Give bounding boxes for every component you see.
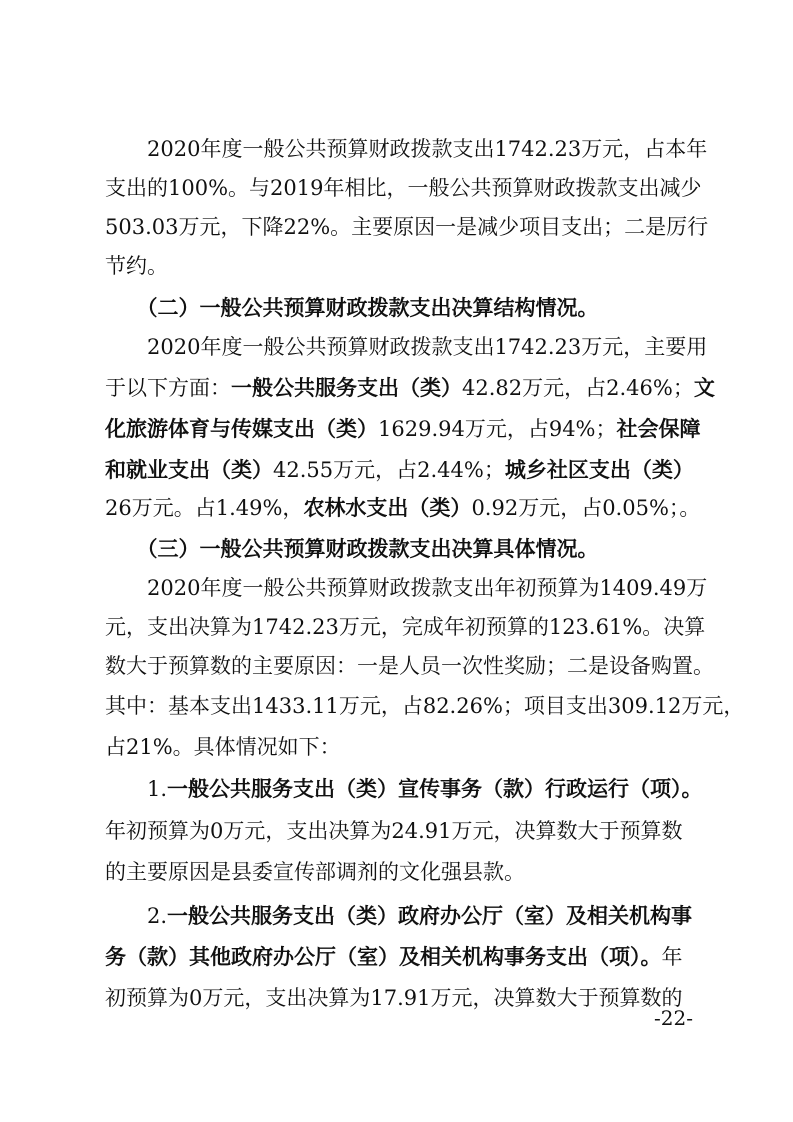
text-segment: 0.92万元，占0.05%；。 (471, 496, 701, 520)
bold-text-segment: 务（款）其他政府办公厅（室）及相关机构事务支出（项）。 (105, 945, 662, 969)
bold-text-segment: 文 (693, 376, 715, 400)
text-segment: 于以下方面： (105, 376, 231, 400)
text-segment: 2020年度一般公共预算财政拨款支出1742.23万元，主要用 (105, 335, 708, 359)
text-line (105, 128, 708, 170)
text-line (105, 245, 695, 287)
text-line (105, 768, 703, 810)
text-segment: 1629.94万元，占94%； (378, 417, 617, 441)
text-segment: 年 (661, 945, 683, 969)
text-line (105, 895, 695, 937)
text-segment: 26万元。占1.49%， (105, 496, 304, 520)
text-line (105, 487, 701, 529)
bold-text-segment: 化旅游体育与传媒支出（类） (105, 417, 378, 441)
text-line (105, 567, 708, 609)
text-segment: 2. (105, 904, 168, 928)
text-line (105, 851, 695, 893)
text-line (105, 685, 745, 727)
text-segment: 初预算为0万元，支出决算为17.91万元，决算数大于预算数的 (105, 986, 683, 1010)
bold-text-segment: 和就业支出（类） (105, 458, 273, 482)
page-number: -22- (654, 1006, 693, 1030)
bold-text-segment: 一般公共服务支出（类）政府办公厅（室）及相关机构事 (167, 904, 693, 928)
text-segment: 1. (105, 777, 168, 801)
text-segment: 数大于预算数的主要原因：一是人员一次性奖励；二是设备购置。 (105, 654, 714, 678)
text-segment: 占21%。具体情况如下： (105, 735, 341, 759)
bold-text-segment: 一般公共服务支出（类） (231, 376, 462, 400)
bold-text-segment: （三）一般公共预算财政拨款支出决算具体情况。 (105, 537, 599, 561)
bold-text-segment: 一般公共服务支出（类）宣传事务（款）行政运行（项）。 (167, 777, 703, 801)
text-line (105, 936, 695, 978)
text-segment: 其中：基本支出1433.11万元，占82.26%；项目支出309.12万元， (105, 694, 745, 718)
text-segment: 元，支出决算为1742.23万元，完成年初预算的123.61%。决算 (105, 615, 706, 639)
text-line (105, 810, 695, 852)
text-line (105, 287, 695, 329)
text-line (105, 167, 702, 209)
bold-text-segment: 社会保障 (616, 417, 701, 441)
text-segment: 42.82万元，占2.46%； (462, 376, 694, 400)
text-segment: 节约。 (105, 254, 168, 278)
text-line (105, 449, 695, 491)
bold-text-segment: （二）一般公共预算财政拨款支出决算结构情况。 (105, 296, 599, 320)
text-segment: 支出的100%。与2019年相比，一般公共预算财政拨款支出减少 (105, 176, 702, 200)
bold-text-segment: 农林水支出（类） (303, 496, 472, 520)
text-line (105, 606, 706, 648)
text-segment: 年初预算为0万元，支出决算为24.91万元，决算数大于预算数 (105, 819, 683, 843)
text-segment: 的主要原因是县委宣传部调剂的文化强县款。 (105, 860, 525, 884)
text-segment: 2020年度一般公共预算财政拨款支出年初预算为1409.49万 (105, 576, 708, 600)
text-line (105, 726, 695, 768)
text-segment: 2020年度一般公共预算财政拨款支出1742.23万元，占本年 (105, 137, 708, 161)
text-line (105, 367, 715, 409)
text-line (105, 326, 708, 368)
text-line (105, 528, 695, 570)
text-line (105, 645, 714, 687)
text-segment: 503.03万元，下降22%。主要原因一是减少项目支出；二是厉行 (105, 215, 709, 239)
bold-text-segment: 城乡社区支出（类） (504, 458, 694, 482)
text-line (105, 408, 701, 450)
text-line (105, 977, 695, 1019)
text-segment: 42.55万元，占2.44%； (273, 458, 505, 482)
text-line (105, 206, 709, 248)
